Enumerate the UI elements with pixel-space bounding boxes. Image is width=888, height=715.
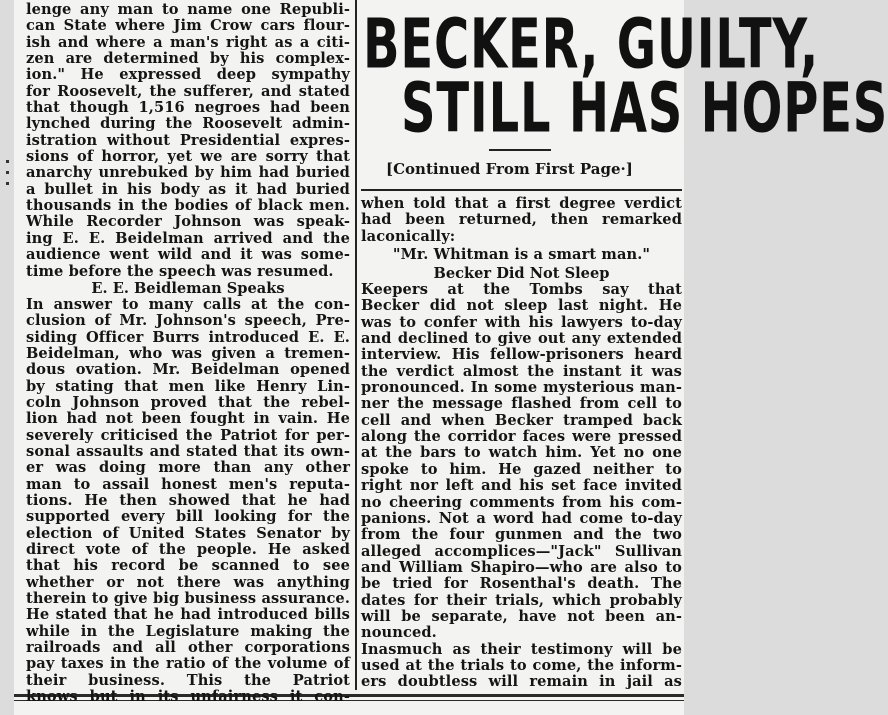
text-line: and declined to give out any extended	[361, 330, 682, 348]
text-line: zen are determined by his complex-	[26, 50, 350, 68]
text-line: nounced.	[361, 624, 437, 642]
text-line: While Recorder Johnson was speak-	[26, 213, 350, 231]
text-line: direct vote of the people. He asked	[26, 541, 350, 558]
text-line: that his record be scanned to see	[26, 557, 350, 575]
text-line: alleged accomplices—"Jack" Sullivan	[361, 542, 682, 560]
headline-line-2: STILL HAS HOPES	[401, 68, 888, 149]
text-line: ing E. E. Beidelman arrived and the	[26, 229, 350, 247]
right-subhead: Becker Did Not Sleep	[433, 265, 610, 283]
text-line: time before the speech was resumed.	[26, 262, 334, 280]
text-line: Beidelman, who was given a tremen-	[26, 344, 350, 362]
text-line: can State where Jim Crow cars flour-	[26, 17, 350, 35]
text-line: by stating that men like Henry Lin-	[26, 377, 350, 395]
right-paragraph-1	[361, 196, 682, 245]
text-line: spoke to him. He gazed neither to	[361, 460, 682, 478]
text-line: sions of horror, yet we are sorry that	[26, 148, 350, 166]
text-line: coln Johnson proved that the rebel-	[26, 393, 350, 411]
right-article-body	[361, 196, 682, 691]
right-paragraph-3	[361, 642, 682, 691]
text-line: tions. He then showed that he had	[26, 491, 350, 509]
text-line: will be separate, have not been an-	[361, 607, 682, 625]
text-line: lenge any man to name one Republi-	[26, 1, 350, 18]
text-line: be tried for Rosenthal's death. The	[361, 575, 682, 593]
text-line: ion." He expressed deep sympathy	[26, 66, 350, 84]
text-line: siding Officer Burrs introduced E. E.	[26, 328, 350, 346]
text-line: lion had not been fought in vain. He	[26, 410, 350, 428]
text-line: er was doing more than any other	[26, 459, 350, 477]
text-line: supported every bill looking for the	[26, 508, 350, 526]
text-line: while in the Legislature making the	[26, 622, 350, 640]
text-line: right nor left and his set face invited	[361, 477, 682, 495]
text-line: man to assail honest men's reputa-	[26, 475, 350, 493]
text-line: was to confer with his lawyers to-day	[361, 313, 682, 331]
text-line: knows but in its unfairness it con-	[26, 688, 350, 706]
text-line: clusion of Mr. Johnson's speech, Pre-	[26, 312, 350, 330]
text-line: therein to give big business assurance.	[26, 590, 350, 608]
text-line: along the corridor faces were pressed	[361, 428, 682, 446]
right-paragraph-2	[361, 282, 682, 642]
continued-note: [Continued From First Page·]	[386, 160, 633, 178]
text-line: interview. His fellow-prisoners heard	[361, 346, 682, 364]
text-line: istration without Presidential expres-	[26, 131, 350, 149]
quote-line: "Mr. Whitman is a smart man."	[392, 246, 651, 264]
text-line: pay taxes in the ratio of the volume of	[26, 655, 350, 673]
text-line: Keepers at the Tombs say that	[361, 281, 682, 299]
headline-rule	[489, 149, 551, 151]
column-rule	[355, 0, 357, 690]
text-line: cell and when Becker tramped back	[361, 411, 682, 429]
text-line: ish and where a man's right as a citi-	[26, 33, 350, 51]
text-line: Inasmuch as their testimony will be	[361, 640, 682, 658]
text-line: the verdict almost the instant it was	[361, 362, 682, 380]
left-paragraph-1	[26, 2, 350, 280]
text-line: dates for their trials, which probably	[361, 591, 682, 609]
text-line: whether or not there was anything	[26, 573, 350, 591]
text-line: from the four gunmen and the two	[361, 526, 682, 544]
text-line: panions. Not a word had come to-day	[361, 509, 682, 527]
text-line: had been returned, then remarked	[361, 211, 682, 229]
text-line: pronounced. In some mysterious man-	[361, 379, 682, 397]
text-line: when told that a first degree verdict	[361, 195, 682, 212]
text-line: their business. This the Patriot	[26, 671, 350, 689]
left-column	[26, 2, 350, 705]
text-line: laconically:	[361, 227, 456, 245]
text-line: election of United States Senator by	[26, 524, 350, 542]
text-line: no cheering comments from his com-	[361, 493, 682, 511]
section-rule	[361, 189, 682, 191]
text-line: thousands in the bodies of black men.	[26, 197, 350, 215]
text-line: ers doubtless will remain in jail as	[361, 673, 682, 691]
margin-marks	[6, 160, 9, 220]
text-line: at the bars to watch him. Yet no one	[361, 444, 682, 462]
text-line: a bullet in his body as it had buried	[26, 180, 350, 198]
text-line: Becker did not sleep last night. He	[361, 297, 682, 315]
text-line: audience went wild and it was some-	[26, 246, 350, 264]
text-line: and William Shapiro—who are also to	[361, 558, 682, 576]
text-line: ner the message flashed from cell to	[361, 395, 682, 413]
text-line: for Roosevelt, the sufferer, and stated	[26, 82, 350, 100]
left-subhead: E. E. Beidleman Speaks	[91, 279, 285, 297]
text-line: used at the trials to come, the inform-	[361, 656, 682, 674]
text-line: that though 1,516 negroes had been	[26, 99, 350, 117]
text-line: severely criticised the Patriot for per-	[26, 426, 350, 444]
text-line: railroads and all other corporations	[26, 639, 350, 657]
text-line: He stated that he had introduced bills	[26, 606, 350, 624]
text-line: In answer to many calls at the con-	[26, 295, 350, 313]
text-line: lynched during the Roosevelt admin-	[26, 115, 350, 133]
headline-line-1: BECKER, GUILTY,	[363, 4, 820, 85]
left-paragraph-2	[26, 297, 350, 706]
text-line: anarchy unrebuked by him had buried	[26, 164, 350, 182]
text-line: sonal assaults and stated that its own-	[26, 442, 350, 460]
text-line: dous ovation. Mr. Beidelman opened	[26, 361, 350, 379]
